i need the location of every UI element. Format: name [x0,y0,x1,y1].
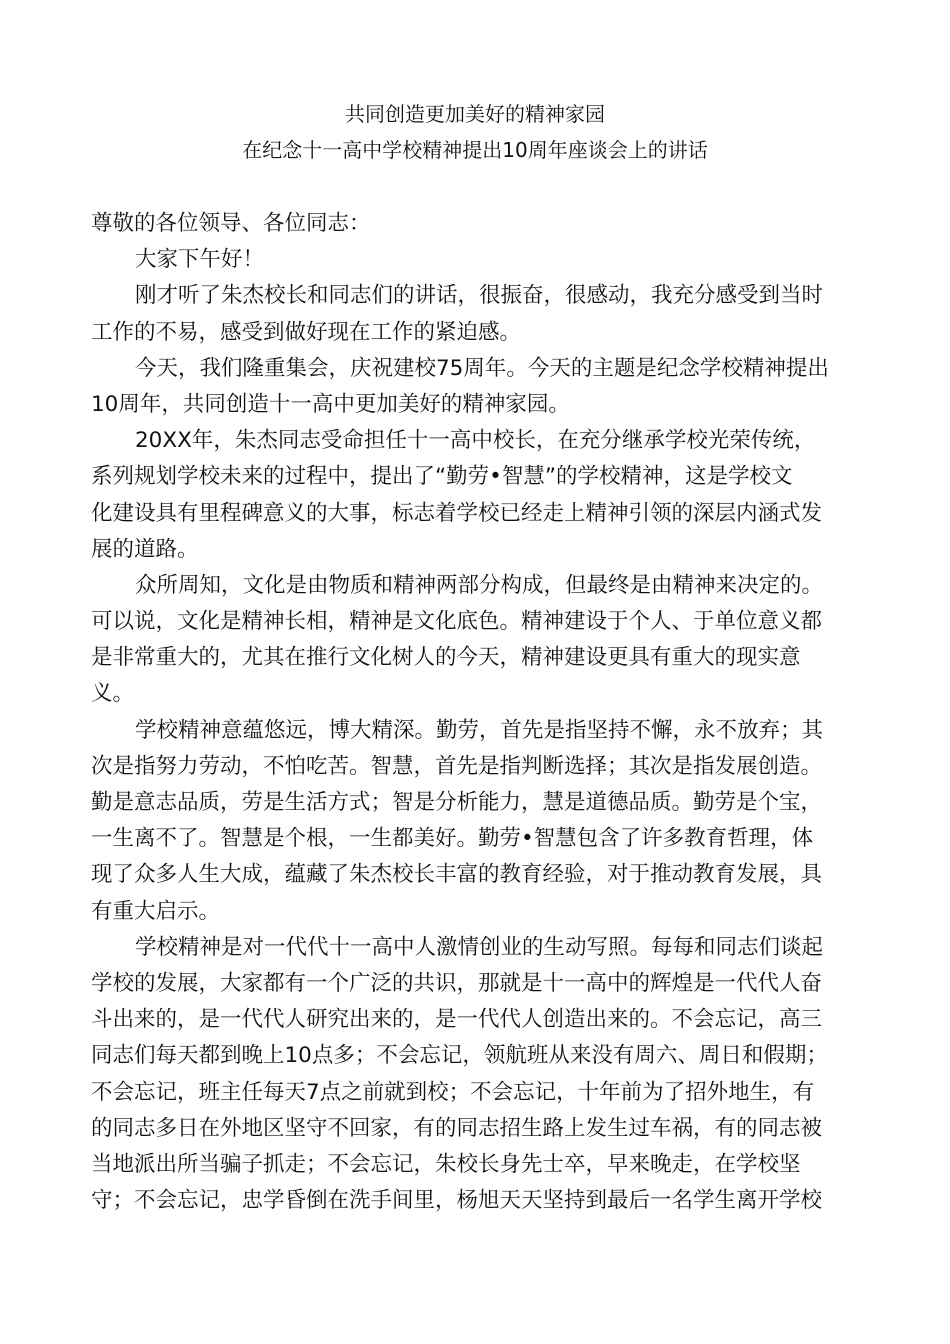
text-line: 工作的不易，感受到做好现在工作的紧迫感。 [91,319,522,345]
text-line: 可以说，文化是精神长相，精神是文化底色。精神建设于个人、于单位意义都 [91,609,823,635]
text-line: 斗出来的，是一代代人研究出来的，是一代代人创造出来的。不会忘记，高三 [91,1007,823,1033]
text-line: 系列规划学校未来的过程中，提出了“勤劳•智慧”的学校精神，这是学校文 [91,464,793,490]
text-line: 勤是意志品质，劳是生活方式；智是分析能力，慧是道德品质。勤劳是个宝， [91,790,823,815]
text-line: 众所周知，文化是由物质和精神两部分构成，但最终是由精神来决定的。 [135,572,824,598]
text-line: 的同志多日在外地区坚守不回家，有的同志招生路上发生过车祸，有的同志被 [91,1115,823,1141]
text-line: 学校的发展，大家都有一个广泛的共识，那就是十一高中的辉煌是一代代人奋 [91,970,823,996]
text-line: 展的道路。 [91,536,199,562]
text-line: 一生离不了。智慧是个根，一生都美好。勤劳•智慧包含了许多教育哲理，体 [91,826,814,852]
title-block [0,96,950,168]
text-line: 今天，我们隆重集会，庆祝建校75周年。今天的主题是纪念学校精神提出 [135,355,829,381]
text-line: 大家下午好！ [135,247,265,273]
text-line: 义。 [91,681,135,707]
text-line: 10周年，共同创造十一高中更加美好的精神家园。 [91,391,570,417]
document-subtitle: 在纪念十一高中学校精神提出10周年座谈会上的讲话 [242,138,708,162]
text-line: 是非常重大的，尤其在推行文化树人的今天，精神建设更具有重大的现实意 [91,645,801,671]
text-line: 次是指努力劳动，不怕吃苦。智慧，首先是指判断选择；其次是指发展创造。 [91,753,823,779]
text-line: 20XX年，朱杰同志受命担任十一高中校长，在充分继承学校光荣传统， [135,428,816,454]
text-line: 化建设具有里程碑意义的大事，标志着学校已经走上精神引领的深层内涵式发 [91,500,823,526]
text-line: 当地派出所当骗子抓走；不会忘记，朱校长身先士卒，早来晚走，在学校坚 [91,1151,801,1177]
text-line: 同志们每天都到晚上10点多；不会忘记，领航班从来没有周六、周日和假期； [91,1043,828,1069]
document-title: 共同创造更加美好的精神家园 [345,102,605,126]
text-line: 现了众多人生大成，蕴藏了朱杰校长丰富的教育经验，对于推动教育发展，具 [91,862,823,888]
text-line: 刚才听了朱杰校长和同志们的讲话，很振奋，很感动，我充分感受到当时 [135,283,824,309]
speech-body [91,206,861,1219]
text-line: 有重大启示。 [91,898,221,924]
text-line: 守；不会忘记，忠学昏倒在洗手间里，杨旭天天坚持到最后一名学生离开学校 [91,1188,823,1214]
text-line: 学校精神意蕴悠远，博大精深。勤劳，首先是指坚持不懈，永不放弃；其 [135,717,824,743]
text-line: 尊敬的各位领导、各位同志： [91,211,371,236]
text-line: 学校精神是对一代代十一高中人激情创业的生动写照。每每和同志们谈起 [135,934,824,960]
text-line: 不会忘记，班主任每天7点之前就到校；不会忘记，十年前为了招外地生，有 [91,1079,815,1105]
